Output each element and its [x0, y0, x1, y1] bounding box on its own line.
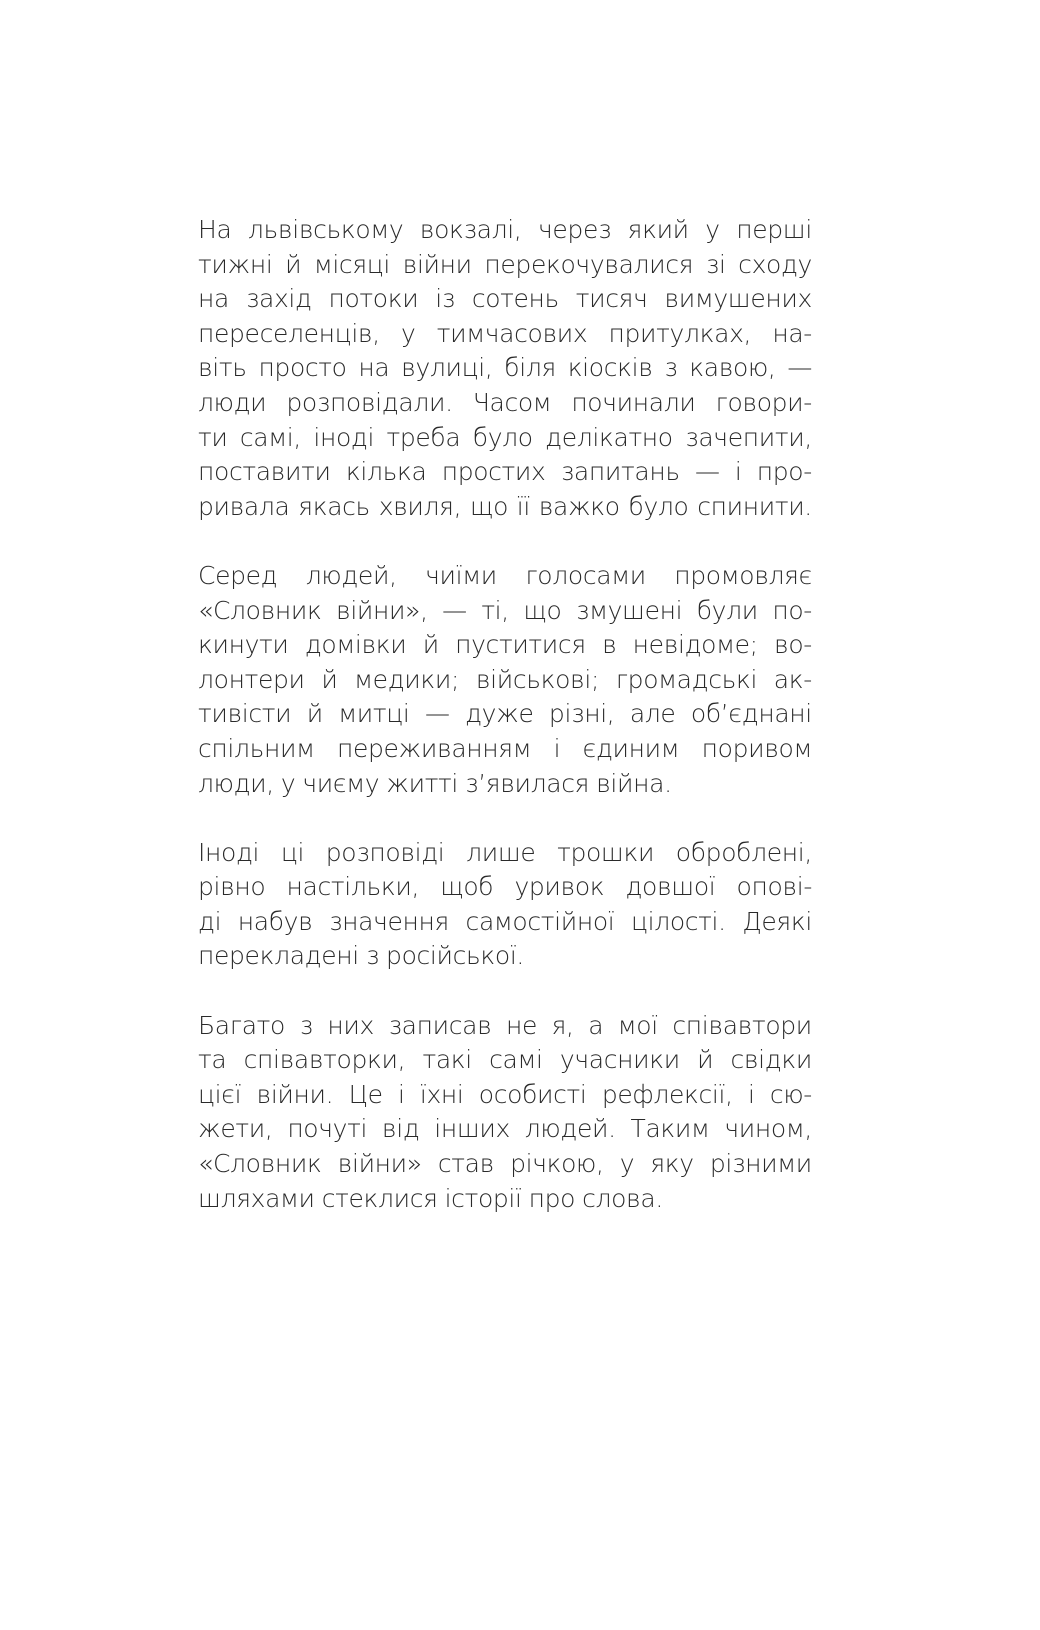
text-line: спільним переживанням і єдиним поривом — [198, 733, 812, 763]
text-line: кинути домівки й пуститися в невідоме; во- — [198, 630, 812, 660]
text-line: шляхами стеклися історії про слова. — [198, 1183, 663, 1213]
paragraph-1 — [198, 213, 812, 524]
text-line: віть просто на вулиці, біля кіосків з кавою, — — [198, 353, 812, 383]
paragraph-4 — [198, 1009, 812, 1217]
text-line: та співавторки, такі самі учасники й свідки — [198, 1045, 812, 1075]
text-line: жети, почуті від інших людей. Таким чином, — [198, 1114, 812, 1144]
text-line: на захід потоки із сотень тисяч вимушених — [198, 284, 812, 314]
text-line: Серед людей, чиїми голосами промовляє — [198, 560, 812, 590]
text-line: перекладені з російської. — [198, 941, 525, 971]
text-line: цієї війни. Це і їхні особисті рефлексії, і сю- — [198, 1079, 812, 1109]
text-line: «Словник війни», — ті, що змушені були по- — [198, 595, 812, 625]
document-page — [198, 213, 812, 1216]
text-line: люди розповідали. Часом починали говори- — [198, 387, 812, 417]
text-line: поставити кілька простих запитань — і про- — [198, 457, 812, 487]
text-line: ривала якась хвиля, що її важко було спинити. — [198, 491, 812, 521]
text-line: ти самі, іноді треба було делікатно зачепити, — [198, 422, 812, 452]
text-line: люди, у чиєму житті з’явилася війна. — [198, 768, 672, 798]
text-line: «Словник війни» став річкою, у яку різними — [198, 1149, 812, 1179]
text-line: Іноді ці розповіді лише трошки оброблені, — [198, 837, 812, 867]
text-line: тивісти й митці — дуже різні, але об’єднані — [198, 699, 812, 729]
text-line: Багато з них записав не я, а мої співавтори — [198, 1010, 812, 1040]
text-line: лонтери й медики; військові; громадські ак- — [198, 664, 812, 694]
paragraph-2 — [198, 559, 812, 801]
text-line: тижні й місяці війни перекочувалися зі сходу — [198, 249, 812, 279]
paragraph-3 — [198, 836, 812, 974]
text-line: рівно настільки, щоб уривок довшої опові- — [198, 872, 812, 902]
text-line: На львівському вокзалі, через який у перші — [198, 215, 812, 244]
text-line: переселенців, у тимчасових притулках, на- — [198, 318, 812, 348]
text-line: ді набув значення самостійної цілості. Деякі — [198, 906, 812, 936]
